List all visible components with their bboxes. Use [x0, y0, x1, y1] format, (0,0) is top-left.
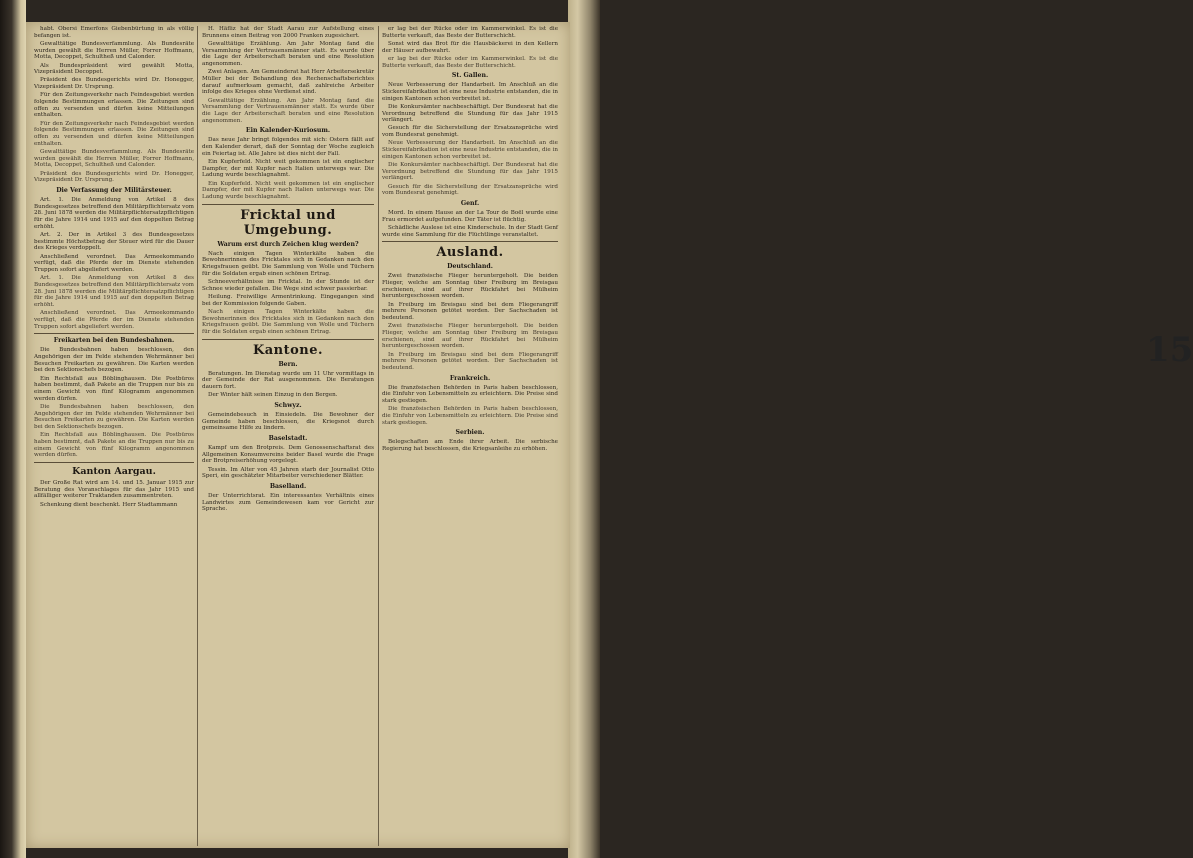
article-heading: St. Gallen.: [451, 72, 489, 80]
paragraph: Die Bundesbahnen haben beschlossen, den Angehörigen der im Felde stehenden Wehrmänner bei Besuchen Freikarten zu gewähren. Die Karten werden bei den Sektionschefs bezogen.: [34, 347, 194, 374]
paragraph: Die Konkursämter nachbeschäftigt. Der Bundesrat hat die Verordnung betreffend die Stundung für das Jahr 1915 verlängert.: [382, 103, 558, 124]
paragraph: Zwei Anlagen. Am Gemeinderat hat Herr Arbeitersekretär Müller bei der Behandlung des Rechenschaftsberichtes darauf aufmerksam gemacht, daß zahlreiche Arbeiter infolge des Krieges ohne Verdienst sind.: [202, 69, 374, 96]
section-heading: Ein Kalender-Kuriosum.: [245, 127, 331, 135]
paragraph: Die Bundesbahnen haben beschlossen, den Angehörigen der im Felde stehenden Wehrmänner bei Besuchen Freikarten zu gewähren. Die Karten werden bei den Sektionschefs bezogen.: [34, 403, 194, 431]
paragraph: Art. 1. Die Anmeldung von Artikel 8 des Bundesgesetzes betreffend den Militärpflichtersatz vom 28. Juni 1878 werden die Militärpflichtersatzpflichtigen für die Jahre 1914 und 1915 auf den doppelten Betrag erhöht.: [34, 196, 194, 230]
paragraph: Gesuch für die Sicherstellung der Ersatzansprüche wird vom Bundesrat genehmigt.: [382, 183, 558, 197]
paragraph: Die Konkursämter nachbeschäftigt. Der Bundesrat hat die Verordnung betreffend die Stundung für das Jahr 1915 verlängert.: [382, 161, 558, 182]
paragraph: Zwei französische Flieger heruntergeholt. Die beiden Flieger, welche am Sonntag über Freiburg im Breisgau erschienen, sind auf ihrer Rückfahrt bei Mülheim heruntergeschossen worden.: [382, 273, 558, 300]
paragraph: Mord. In einem Hause an der La Tour de Boël wurde eine Frau ermordet aufgefunden. Der Täter ist flüchtig.: [382, 209, 558, 223]
paragraph: Nach einigen Tagen Winterkälte haben die Bewohnerinnen des Fricktales sich in Gedanken nach den Kriegsfrauen geübt. Die Sammlung von Wolle und Tüchern für die Soldaten ergab einen schönen Ertrag.: [202, 308, 374, 335]
paragraph: er lag bei der Rücke oder im Kammerwinkel. Es ist die Butterte verkauft, das Beste der Butterschicht.: [382, 26, 558, 39]
column-rule: [197, 26, 198, 846]
article-heading: Deutschland.: [447, 263, 493, 271]
paragraph: Tessin. Im Alter von 45 Jahren starb der Journalist Otto Speri, ein geschätzter Mitarbeiter verschiedener Blätter.: [202, 466, 374, 480]
section-heading: Kantone.: [252, 342, 324, 358]
paragraph: Als Bundespräsident wird gewählt Motta, Vizepräsident Decoppet.: [34, 62, 194, 76]
article-heading: Serbien.: [455, 429, 485, 437]
paragraph: Ein Rechtsfall aus Böblinghausen. Die Postbüros haben bestimmt, daß Pakete an die Truppen nur bis zu einem Gewicht von fünf Kilogramm angenommen werden dürfen.: [34, 375, 194, 402]
paragraph: Für den Zeitungsverkehr nach Feindesgebiet werden folgende Bestimmungen erlassen. Die Zeitungen sind offen zu versenden und dürfen keine Mitteilungen enthalten.: [34, 92, 194, 119]
article-heading: Warum erst durch Zeichen klug werden?: [217, 240, 359, 248]
paragraph: Gewalttätige Erzählung. Am Jahr Montag fand die Versammlung der Vertrauensmänner statt. Es wurde über die Lage der Arbeiterschaft beraten und eine Resolution angenommen.: [202, 97, 374, 124]
paragraph: Schädliche Auslese ist eine Kinderschule. In der Stadt Genf wurde eine Sammlung für die Flüchtlinge veranstaltet.: [382, 224, 558, 238]
paragraph: er lag bei der Rücke oder im Kammerwinkel. Es ist die Butterte verkauft, das Beste der Butterschicht.: [382, 55, 558, 69]
article-heading: Baselland.: [269, 483, 307, 491]
paragraph: Gewalttätige Erzählung. Am Jahr Montag fand die Versammlung der Vertrauensmänner statt. Es wurde über die Lage der Arbeiterschaft beraten und eine Resolution angenommen.: [202, 40, 374, 68]
section-heading: Fricktal und Umgebung.: [240, 207, 336, 238]
paragraph: Ein Kupferfeld. Nicht weit gekommen ist ein englischer Dampfer, der mit Kupfer nach Italien unterwegs war. Die Ladung wurde beschlagnahmt.: [202, 180, 374, 200]
paragraph: Belegschaften am Ende ihrer Arbeit. Die serbische Regierung hat beschlossen, die Kriegsanleihe zu erhöhen.: [382, 439, 558, 453]
article-heading: Baselstadt.: [268, 435, 308, 443]
article-heading: Frankreich.: [449, 374, 491, 382]
column-3: [382, 26, 558, 846]
paragraph: habt. Obersi Emerfons Giebenbürtung in als völlig befangen ist.: [34, 26, 194, 39]
next-page-edge: [568, 0, 1193, 858]
paragraph: Beratungen. Im Dienstag wurde um 11 Uhr vormittags in der Gemeinde der Rat ausgenommen. Die Beratungen dauern fort.: [202, 370, 374, 391]
paragraph: Art. 1. Die Anmeldung von Artikel 8 des Bundesgesetzes betreffend den Militärpflichtersatz vom 28. Juni 1878 werden die Militärpflichtersatzpflichtigen für die Jahre 1914 und 1915 auf den doppelten Betrag erhöht.: [34, 275, 194, 309]
paragraph: Neue Verbesserung der Handarbeit. Im Anschluß an die Stickereifabrikation ist eine neue Industrie entstanden, die in einigen Kantonen schon verbreitet ist.: [382, 140, 558, 160]
paragraph: Zwei französische Flieger heruntergeholt. Die beiden Flieger, welche am Sonntag über Freiburg im Breisgau erschienen, sind auf ihrer Rückfahrt bei Mülheim heruntergeschossen worden.: [382, 323, 558, 350]
article-heading: Schwyz.: [274, 401, 302, 409]
paragraph: Gesuch für die Sicherstellung der Ersatzansprüche wird vom Bundesrat genehmigt.: [382, 125, 558, 139]
paragraph: Ein Rechtsfall aus Böblinghausen. Die Postbüros haben bestimmt, daß Pakete an die Truppen nur bis zu einem Gewicht von fünf Kilogramm angenommen werden dürfen.: [34, 432, 194, 459]
paragraph: Anschließend verordnet. Das Armeekommando verfügt, daß die Pferde der im Dienste stehenden Truppen sofort abgeliefert werden.: [34, 310, 194, 330]
paragraph: Präsident des Bundesgerichts wird Dr. Honegger, Vizepräsident Dr. Ursprung.: [34, 170, 194, 184]
paragraph: Schenkung dient beschenkt. Herr Stadtammann: [40, 501, 178, 508]
paragraph: Schneeverhältnisse im Fricktal. In der Stunde ist der Schnee wieder gefallen. Die Wege sind schwer passierbar.: [202, 278, 374, 292]
article-heading: Bern.: [278, 360, 298, 368]
section-heading: Freikarten bei den Bundesbahnen.: [53, 337, 175, 345]
paragraph: Gewalttätige Bundesverfammlung. Als Bundesräte wurden gewählt die Herren Müller, Forrer Hoffmann, Motta, Decoppet, Schultheß und Calonder.: [34, 40, 194, 61]
column-rule: [378, 26, 379, 846]
paragraph: Der Winter hält seinen Einzug in den Bergen.: [208, 392, 338, 399]
paragraph: Die französischen Behörden in Paris haben beschlossen, die Einfuhr von Lebensmitteln zu erleichtern. Die Preise sind stark gestiegen.: [382, 384, 558, 405]
paragraph: Sonst wird das Brot für die Hausbäckerei in den Kellern der Häuser aufbewahrt.: [382, 40, 558, 54]
paragraph: Gemeindebesuch in Einsiedeln. Die Bewohner der Gemeinde haben beschlossen, die Kriegsnot durch gemeinsame Hilfe zu lindern.: [202, 411, 374, 432]
paragraph: Das neue Jahr bringt folgendes mit sich: Ostern fällt auf den Kalender derart, daß der Sonntag der Woche zugleich ein Feiertag ist. Alle Jahre ist dies nicht der Fall.: [202, 137, 374, 157]
paragraph: Der Große Rat wird am 14. und 15. Januar 1915 zur Beratung des Voranschlages für das Jahr 1915 und allfälliger weiterer Traktanden zusammentreten.: [34, 480, 194, 500]
divider: [382, 241, 558, 242]
paragraph: Präsident des Bundesgerichts wird Dr. Honegger, Vizepräsident Dr. Ursprung.: [34, 77, 194, 91]
paragraph: Der Unterrichtsrat. Ein interessantes Verhältnis eines Landwirtes zum Gemeindewesen kam vor Gericht zur Sprache.: [202, 493, 374, 513]
paragraph: Kampf um den Brotpreis. Dem Genossenschaftsrat des Allgemeinen Konsumvereins beider Basel wurde die Frage der Brotpreiserhöhung vorgelegt.: [202, 445, 374, 465]
newspaper-page: [26, 22, 570, 848]
paragraph: Neue Verbesserung der Handarbeit. Im Anschluß an die Stickereifabrikation ist eine neue Industrie entstanden, die in einigen Kantonen schon verbreitet ist.: [382, 82, 558, 102]
article-heading: Genf.: [460, 199, 480, 207]
paragraph: Art. 2. Der in Artikel 3 des Bundesgesetzes bestimmte Höchstbetrag der Steuer wird für die Dauer des Krieges verdoppelt.: [34, 231, 194, 252]
book-binding-left: [0, 0, 26, 858]
column-2: [202, 26, 374, 846]
paragraph: H. Häfliz hat der Stadt Aarau zur Aufstellung eines Brunnens einen Beitrag von 2000 Franken zugesichert.: [202, 26, 374, 39]
divider: [34, 462, 194, 463]
paragraph: Nach einigen Tagen Winterkälte haben die Bewohnerinnen des Fricktales sich in Gedanken nach den Kriegsfrauen geübt. Die Sammlung von Wolle und Tüchern für die Soldaten ergab einen schönen Ertrag.: [202, 250, 374, 277]
divider: [202, 204, 374, 205]
paragraph: Heilung. Freiwillige Armentrinkung. Eingegangen sind bei der Kommission folgende Gaben.: [202, 293, 374, 307]
section-heading: Kanton Aargau.: [72, 466, 156, 478]
paragraph: Anschließend verordnet. Das Armeekommando verfügt, daß die Pferde der im Dienste stehenden Truppen sofort abgeliefert werden.: [34, 253, 194, 273]
divider: [34, 333, 194, 334]
paragraph: Ein Kupferfeld. Nicht weit gekommen ist ein englischer Dampfer, der mit Kupfer nach Italien unterwegs war. Die Ladung wurde beschlagnahmt.: [202, 158, 374, 179]
paragraph: In Freiburg im Breisgau sind bei dem Fliegerangriff mehrere Personen getötet worden. Der Sachschaden ist bedeutend.: [382, 301, 558, 321]
paragraph: Für den Zeitungsverkehr nach Feindesgebiet werden folgende Bestimmungen erlassen. Die Zeitungen sind offen zu versenden und dürfen keine Mitteilungen enthalten.: [34, 120, 194, 147]
paragraph: Gewalttätige Bundesverfammlung. Als Bundesräte wurden gewählt die Herren Müller, Forrer Hoffmann, Motta, Decoppet, Schultheß und Calonder.: [34, 148, 194, 169]
section-heading: Ausland.: [436, 245, 504, 261]
section-heading: Die Verfassung der Militärsteuer.: [56, 186, 172, 194]
divider: [202, 339, 374, 340]
paragraph: Die französischen Behörden in Paris haben beschlossen, die Einfuhr von Lebensmitteln zu erleichtern. Die Preise sind stark gestiegen.: [382, 406, 558, 426]
next-page-number: 15: [1146, 330, 1193, 370]
column-1: [34, 26, 194, 846]
paragraph: In Freiburg im Breisgau sind bei dem Fliegerangriff mehrere Personen getötet worden. Der Sachschaden ist bedeutend.: [382, 351, 558, 371]
